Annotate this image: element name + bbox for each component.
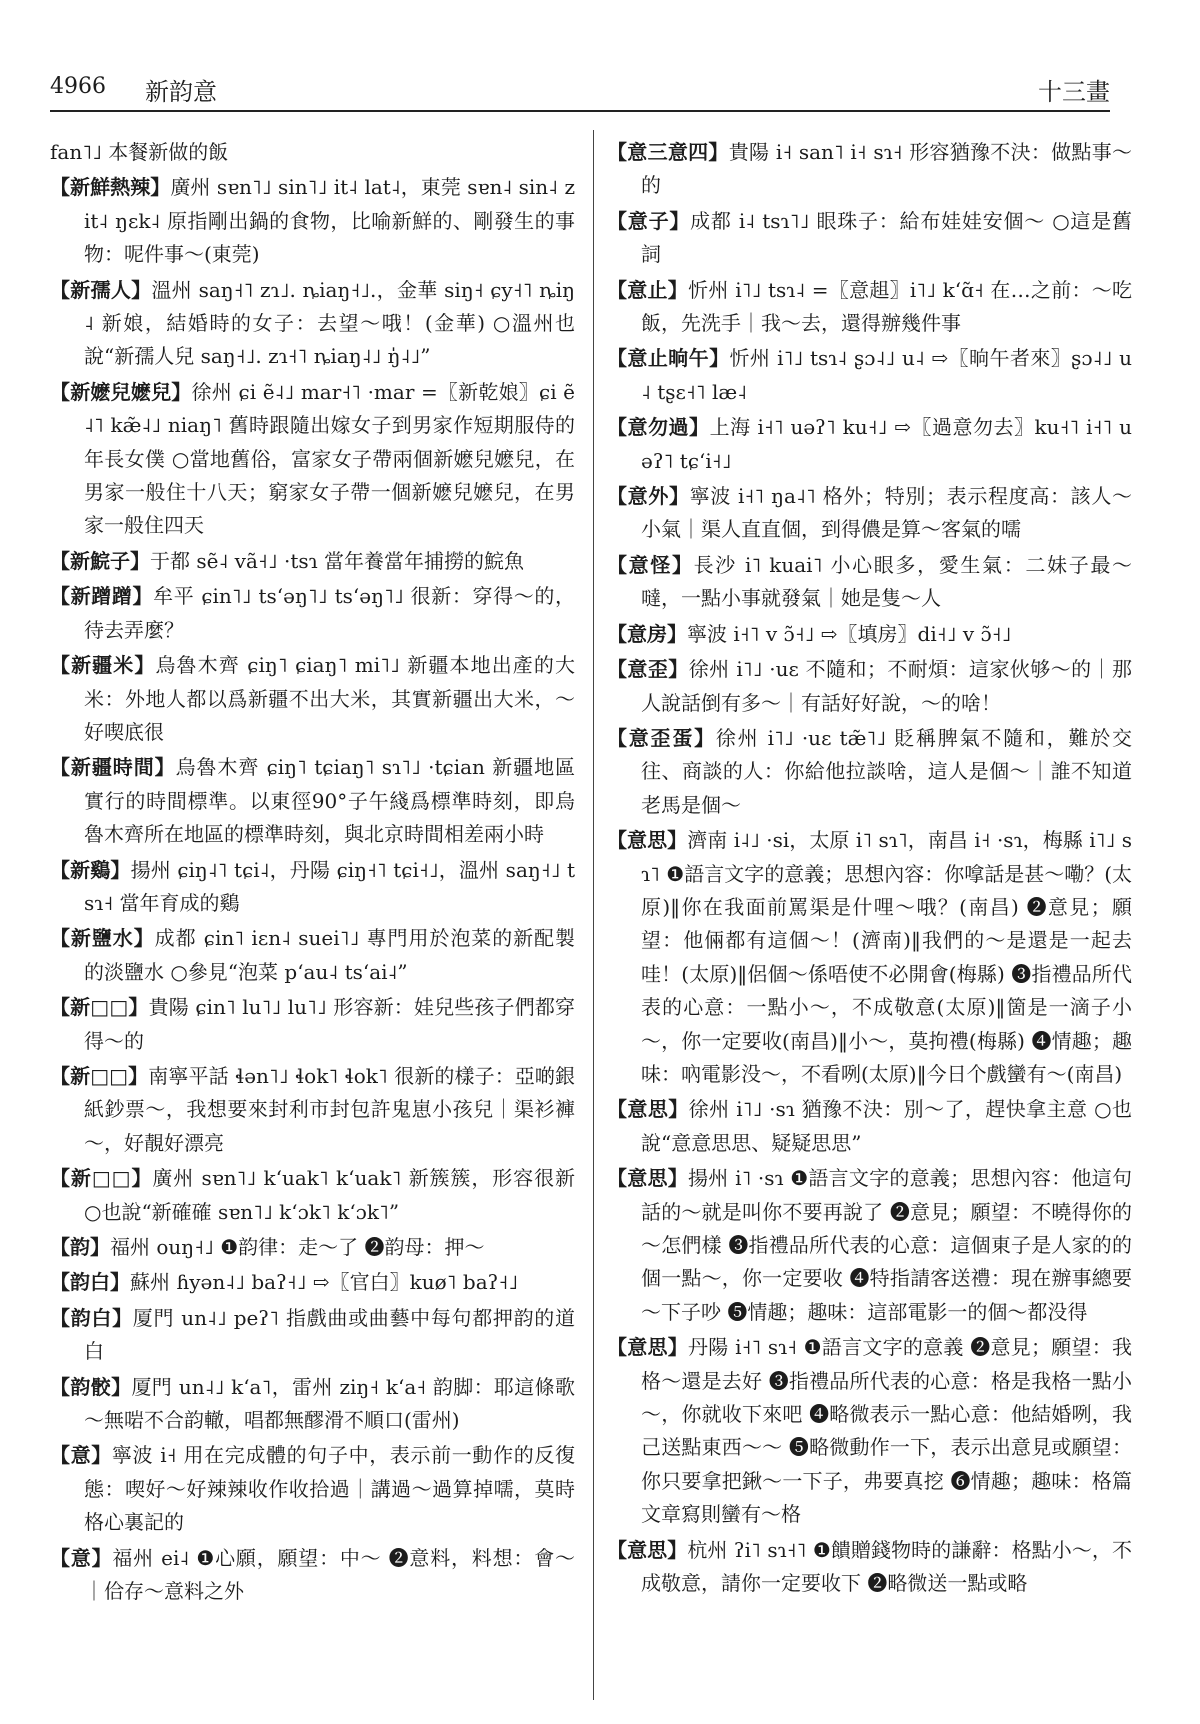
dictionary-entry xyxy=(50,171,575,271)
entry-headword: 【意怪】 xyxy=(607,552,694,577)
right-column xyxy=(607,136,1132,1602)
dictionary-entry xyxy=(607,411,1132,478)
dictionary-entry xyxy=(607,274,1132,341)
entry-body: 徐州 ɕi ẽ˨˩ mar˧˥ ·mar =〖新乾娘〗ɕi ẽ˨˥ kæ̃˨˩ niaŋ˥ 舊時跟隨出嫁女子到男家作短期服侍的年長女僕 ○當地舊俗，富家女子帶兩個新嬷兒嬷兒，在男家一般住十八天；窮家女子帶一個新嬷兒嬷兒，在男家一般住四天 xyxy=(84,379,576,538)
dictionary-entry xyxy=(50,922,575,989)
dictionary-entry xyxy=(50,1542,575,1609)
entry-headword: 【新□□】 xyxy=(50,1063,149,1088)
dictionary-entry xyxy=(607,549,1132,616)
entry-body: 寧波 i˧˥ v ɔ̃˧˩ ⇨〖填房〗di˧˩ v ɔ̃˧˩ xyxy=(687,621,1012,646)
dictionary-entry xyxy=(50,1266,575,1299)
entry-body: 忻州 i˥˩ tsɿ˨ ʂɔ˨˩ u˨ ⇨〖晌午者來〗ʂɔ˨˩ u˨ tʂɛ˧˥ læ˨ xyxy=(641,346,1132,404)
dictionary-entry xyxy=(607,205,1132,272)
entry-headword: 【新□□】 xyxy=(50,1166,153,1191)
entry-body: 溫州 saŋ˧˥ zɿ˩. ȵiaŋ˧˩.，金華 siŋ˧ ɕy˧˥ ȵiŋ˨ 新娘，結婚時的女子：去望～哦！(金華) ○溫州也說“新孺人兒 saŋ˧˩. zɿ˧˥ ȵiaŋ˨˩ ŋ̍˨˩” xyxy=(84,277,575,369)
dictionary-entry xyxy=(50,545,575,578)
entry-headword: 【意思】 xyxy=(607,1097,689,1122)
entry-headword: 【意子】 xyxy=(607,208,691,233)
entry-headword: 【新疆時間】 xyxy=(50,755,176,780)
entry-headword: 【新蹭蹭】 xyxy=(50,584,154,609)
entry-headword: 【意】 xyxy=(50,1443,112,1468)
entry-headword: 【韵骹】 xyxy=(50,1374,132,1399)
entry-headword: 【意止晌午】 xyxy=(607,346,730,371)
entry-body: 烏魯木齊 ɕiŋ˥ tɕiaŋ˥ sɿ˥˩ ·tɕian 新疆地區實行的時間標準。以東徑90°子午綫爲標準時刻，即烏魯木齊所在地區的標準時刻，與北京時間相差兩小時 xyxy=(84,755,575,847)
entry-body: 福州 ei˨ ❶心願，願望：中～ ❷意料，料想：會～｜佮存～意料之外 xyxy=(84,1545,575,1604)
dictionary-entry xyxy=(607,618,1132,651)
entry-headword: 【意歪蛋】 xyxy=(607,725,716,750)
entry-headword: 【意房】 xyxy=(607,621,687,646)
entry-body: 成都 i˨ tsɿ˥˩ 眼珠子：給布娃娃安個～ ○這是舊詞 xyxy=(641,208,1132,267)
dictionary-entry xyxy=(50,1162,575,1229)
dictionary-entry xyxy=(607,1331,1132,1531)
entry-body: 寧波 i˧ 用在完成體的句子中，表示前一動作的反復態：喫好～好辣辣收作收拾過｜講過～過算掉嚅，莫時格心裏記的 xyxy=(84,1443,575,1535)
entry-body: 厦門 un˨˩ kʻa˥，雷州 ziŋ˧ kʻa˧ 韵脚：耶這條歌～無啱不合韵轍，唱都無醪滑不順口(雷州) xyxy=(84,1374,576,1433)
entry-headword: 【新鮮熱辣】 xyxy=(50,175,171,200)
entry-body: 揚州 i˥ ·sɿ ❶語言文字的意義；思想內容：他這句話的～就是叫你不要再說了 ❷意見；願望：不曉得你的～怎們樣 ❸指禮品所代表的心意：這個東子是人家的的個一點～，你一定要收 ❹特指請客送禮：現在辦事總要～下子吵 ❺情趣；趣味：這部電影一的個～都没得 xyxy=(641,1166,1133,1324)
entry-headword: 【新疆米】 xyxy=(50,653,156,678)
entry-body: 福州 ouŋ˧˩ ❶韵律：走～了 ❷韵母：押～ xyxy=(110,1235,485,1259)
dictionary-entry xyxy=(607,824,1132,1091)
entry-body: 忻州 i˥˩ tsɿ˨ =〖意趄〗i˥˩ kʻɑ̃˧ 在…之前：～吃飯，先洗手｜我～去，還得辦幾件事 xyxy=(641,277,1132,336)
dictionary-entry xyxy=(607,1534,1132,1601)
entry-body: 厦門 un˨˩ peʔ˥ 指戲曲或曲藝中每句都押韵的道白 xyxy=(84,1305,575,1364)
dictionary-entry xyxy=(50,580,575,647)
entry-headword: 【意思】 xyxy=(607,1335,689,1360)
entry-body: 牟平 ɕin˥˩ tsʻəŋ˥˩ tsʻəŋ˥˩ 很新：穿得～的，待去弄麼？ xyxy=(84,584,576,642)
dictionary-entry xyxy=(50,1439,575,1539)
dictionary-entry xyxy=(50,376,575,543)
entry-body: 揚州 ɕiŋ˨˥ tɕi˨，丹陽 ɕiŋ˧˥ tɕi˧˩，溫州 saŋ˧˩ tsɿ˧ 當年育成的鷄 xyxy=(84,857,576,915)
entry-headword: 【新鹽水】 xyxy=(50,926,155,951)
dictionary-entry xyxy=(50,1302,575,1369)
dictionary-entry xyxy=(607,1093,1132,1160)
entry-headword: 【意歪】 xyxy=(607,657,689,682)
entry-body: 廣州 sɐn˥˩ sin˥˩ it˨ lat˨，東莞 sɐn˨ sin˨ zit˨ ŋɛk˨ 原指剛出鍋的食物，比喻新鮮的、剛發生的事物：呢件事～(東莞) xyxy=(84,175,575,267)
dictionary-entry xyxy=(50,274,575,374)
entry-headword: 【韵白】 xyxy=(50,1270,130,1295)
entry-headword: 【新孺人】 xyxy=(50,277,152,302)
dictionary-entry xyxy=(607,480,1132,547)
entry-headword: 【新鯇子】 xyxy=(50,548,150,573)
entry-headword: 【意】 xyxy=(50,1545,113,1570)
entry-headword: 【意思】 xyxy=(607,1537,688,1562)
entry-body: 上海 i˧˥ uəʔ˥ ku˧˩ ⇨〖過意勿去〗ku˧˥ i˧˥ uəʔ˥ tɕʻi˧˩ xyxy=(641,415,1132,473)
dictionary-entry xyxy=(50,649,575,749)
entry-headword: 【意外】 xyxy=(607,484,690,509)
dictionary-entry xyxy=(50,751,575,851)
entry-body: 徐州 i˥˩ ·uɛ tæ̃˥˩ 貶稱脾氣不隨和，難於交往、商談的人：你給他拉談啥，這人是個～｜誰不知道老馬是個～ xyxy=(641,725,1133,817)
entry-headword: 【意止】 xyxy=(607,277,689,302)
entry-headword: 【韵白】 xyxy=(50,1305,133,1330)
page-number: 4966 xyxy=(50,74,106,99)
section-label: 十三畫 xyxy=(1038,78,1110,106)
dictionary-entry xyxy=(607,1162,1132,1329)
entry-body: 烏魯木齊 ɕiŋ˥ ɕiaŋ˥ mi˥˩ 新疆本地出產的大米：外地人都以爲新疆不出大米，其實新疆出大米，～好喫底很 xyxy=(84,653,575,744)
entry-body: 蘇州 ɦyən˨˩ baʔ˧˩ ⇨〖官白〗kuø˥ baʔ˧˩ xyxy=(130,1270,519,1295)
header-rule xyxy=(50,110,1110,112)
dictionary-entry xyxy=(50,1371,575,1438)
entry-body: fan˥˩ 本餐新做的飯 xyxy=(50,140,229,164)
entry-headword: 【新鷄】 xyxy=(50,857,131,882)
entry-headword: 【意三意四】 xyxy=(607,140,729,164)
dictionary-entry xyxy=(50,854,575,921)
entry-headword: 【意思】 xyxy=(607,828,688,853)
left-column xyxy=(50,136,575,1610)
entry-body: 貴陽 i˧ san˥ i˧ sɿ˧ 形容猶豫不決：做點事～的 xyxy=(641,140,1132,198)
dictionary-entry xyxy=(50,136,575,169)
entry-headword: 【意思】 xyxy=(607,1166,688,1191)
entry-body: 丹陽 i˧˥ sɿ˧ ❶語言文字的意義 ❷意見；願望：我格～還是去好 ❸指禮品所代表的心意：格是我格一點小～，你就收下來吧 ❹略微表示一點心意：他結婚咧，我己送點東西～～ ❺略微動作一下，表示出意見或願望：你只要拿把鍬～一下子，弗要真挖 ❻情趣；趣味：格篇文章寫則蠻有～格 xyxy=(641,1335,1132,1527)
dictionary-entry xyxy=(607,722,1132,822)
entry-body: 徐州 i˥˩ ·uɛ 不隨和；不耐煩：這家伙够～的｜那人說話倒有多～｜有話好好說，～的啥！ xyxy=(641,657,1133,715)
entry-body: 南寧平話 ɬən˥˩ ɬok˥ ɬok˥ 很新的樣子：亞啲銀紙鈔票～，我想要來封利市封包許鬼崽小孩兒｜渠衫褲～，好靚好漂亮 xyxy=(84,1063,575,1155)
entry-headword: 【意勿過】 xyxy=(607,415,710,440)
column-divider xyxy=(593,130,594,1700)
dictionary-entry xyxy=(50,991,575,1058)
entry-body: 濟南 i˨˩ ·si，太原 i˥ sɿ˥，南昌 i˧ ·sɿ，梅縣 i˥˩ sɿ˥ ❶語言文字的意義；思想內容：你嗱話是甚～嘞？(太原)‖你在我面前罵渠是什哩～哦？(南昌) ❷意見；願望：他倆都有這個～！(濟南)‖我們的～是還是一起去哇！(太原)‖侶個～係唔使不必開會(梅縣) ❸指禮品所代表的心意：一點小～，不成敬意(太原)‖箇是一滴子小～，你一定要收(南昌)‖小～，莫拘禮(梅縣) ❹情趣；趣味：吶電影没～，不看咧(太原)‖今日个戲蠻有～(南昌) xyxy=(641,828,1133,1086)
entry-body: 于都 sẽ˨ vã˧˩ ·tsɿ 當年養當年捕撈的鯇魚 xyxy=(150,548,525,573)
entry-headword: 【新嬷兒嬷兒】 xyxy=(50,379,192,404)
entry-body: 寧波 i˧˥ ŋa˨˥ 格外；特別；表示程度高：該人～小氣｜渠人直直個，到得儂是算～客氣的嚅 xyxy=(641,484,1132,542)
dictionary-entry xyxy=(607,342,1132,409)
running-head: 新韵意 xyxy=(145,78,217,106)
entry-headword: 【韵】 xyxy=(50,1235,110,1259)
entry-body: 長沙 i˥ kuai˥ 小心眼多，愛生氣：二妹子最～噠，一點小事就發氣｜她是隻～人 xyxy=(641,552,1133,611)
dictionary-entry xyxy=(50,1231,575,1264)
dictionary-entry xyxy=(607,653,1132,720)
entry-body: 廣州 sɐn˥˩ kʻuak˥ kʻuak˥ 新簇簇，形容很新 ○也說“新確確 sɐn˥˩ kʻɔk˥ kʻɔk˥” xyxy=(84,1166,575,1224)
entry-headword: 【新□□】 xyxy=(50,995,149,1020)
dictionary-entry xyxy=(607,136,1132,203)
page-header xyxy=(50,66,1110,108)
entry-body: 成都 ɕin˥ iɛn˨ suei˥˩ 專門用於泡菜的新配製的淡鹽水 ○參見“泡菜 pʻau˨ tsʻai˨” xyxy=(84,926,575,984)
dictionary-entry xyxy=(50,1060,575,1160)
entry-body: 貴陽 ɕin˥ lu˥˩ lu˥˩ 形容新：娃兒些孩子們都穿得～的 xyxy=(84,995,576,1053)
entry-body: 杭州 ʔi˥ sɿ˧˥ ❶饋贈錢物時的謙辭：格點小～，不成敬意，請你一定要收下 ❷略微送一點或略 xyxy=(641,1537,1132,1596)
entry-body: 徐州 i˥˩ ·sɿ 猶豫不決：別～了，趕快拿主意 ○也說“意意思思、疑疑思思” xyxy=(641,1097,1132,1155)
